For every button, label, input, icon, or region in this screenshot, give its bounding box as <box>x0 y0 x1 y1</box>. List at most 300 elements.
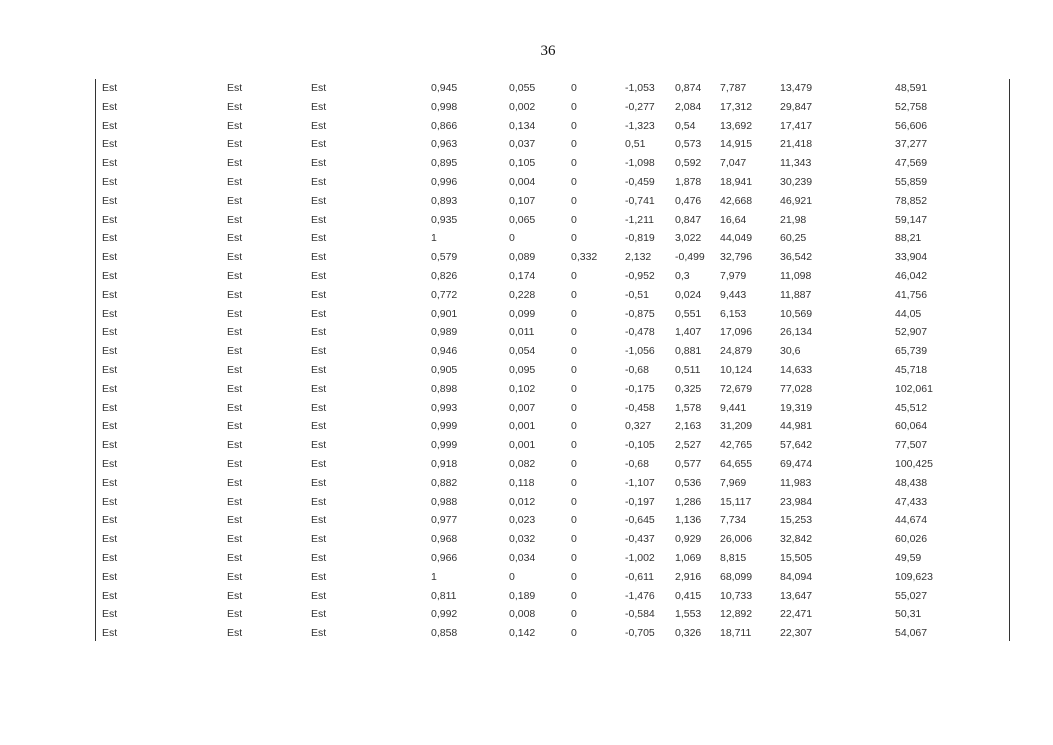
table-cell: Est <box>311 270 327 282</box>
table-cell: Est <box>227 439 243 452</box>
table-cell: -0,459 <box>625 176 655 188</box>
table-cell: 2,084 <box>675 100 702 113</box>
table-cell: Est <box>102 213 118 226</box>
table-cell: 31,209 <box>720 420 753 433</box>
table-cell: 0,898 <box>431 382 458 395</box>
table-cell: 49,59 <box>895 552 922 564</box>
table-cell: Est <box>227 157 243 170</box>
table-cell: Est <box>227 176 243 188</box>
table-cell: 77,507 <box>895 439 928 452</box>
table-cell: 0 <box>571 232 577 245</box>
table-cell: 0,102 <box>509 382 536 395</box>
table-cell: Est <box>311 307 327 320</box>
table-cell: -0,478 <box>625 326 655 339</box>
table-cell: 52,758 <box>895 100 928 113</box>
table-cell: 17,096 <box>720 326 753 339</box>
table-cell: Est <box>311 514 327 527</box>
table-cell: 0 <box>509 570 515 583</box>
table-cell: 0,174 <box>509 270 536 282</box>
table-cell: Est <box>311 176 327 188</box>
table-cell: 7,047 <box>720 157 747 170</box>
table-cell: 0,968 <box>431 533 458 546</box>
page-number: 36 <box>540 43 556 59</box>
table-cell: 0 <box>571 439 577 452</box>
table-cell: 0 <box>571 589 577 602</box>
table-cell: -0,952 <box>625 270 655 282</box>
table-cell: Est <box>102 476 118 489</box>
table-cell: 1,878 <box>675 176 702 188</box>
table-cell: 0,004 <box>509 176 536 188</box>
table-cell: -1,476 <box>625 589 655 602</box>
table-cell: 50,31 <box>895 608 922 621</box>
table-cell: 0,3 <box>675 270 690 282</box>
table-cell: Est <box>102 401 118 414</box>
table-cell: 0,325 <box>675 382 702 395</box>
table-cell: 30,239 <box>780 176 813 188</box>
table-cell: 10,569 <box>780 307 813 320</box>
table-cell: 0,895 <box>431 157 458 170</box>
table-cell: 0,089 <box>509 251 536 264</box>
table-cell: 0,415 <box>675 589 702 602</box>
table-row <box>96 248 1009 267</box>
table-cell: 0,918 <box>431 458 458 470</box>
table-cell: 21,418 <box>780 138 813 151</box>
table-cell: 0,866 <box>431 119 458 132</box>
table-cell: Est <box>102 514 118 527</box>
table-cell: 0 <box>571 213 577 226</box>
table-cell: 0 <box>571 533 577 546</box>
table-cell: 0 <box>571 345 577 358</box>
table-row <box>96 380 1009 399</box>
table-cell: 1,578 <box>675 401 702 414</box>
table-row <box>96 286 1009 305</box>
table-cell: 57,642 <box>780 439 813 452</box>
table-cell: Est <box>102 138 118 151</box>
table-cell: Est <box>311 326 327 339</box>
table-cell: 1 <box>431 232 437 245</box>
table-cell: 23,984 <box>780 495 813 508</box>
table-cell: 0 <box>571 176 577 188</box>
table-cell: 1,553 <box>675 608 702 621</box>
table-row <box>96 605 1009 624</box>
table-row <box>96 493 1009 512</box>
table-cell: -0,175 <box>625 382 655 395</box>
table-cell: 11,983 <box>780 476 812 489</box>
table-cell: 59,147 <box>895 213 928 226</box>
table-cell: 0,901 <box>431 307 458 320</box>
table-cell: 29,847 <box>780 100 813 113</box>
table-cell: Est <box>102 627 118 640</box>
table-cell: Est <box>227 288 243 301</box>
table-cell: Est <box>102 458 118 470</box>
table-cell: 18,711 <box>720 627 752 640</box>
table-cell: Est <box>311 345 327 358</box>
table-cell: 0,002 <box>509 100 536 113</box>
table-cell: Est <box>227 589 243 602</box>
table-cell: 0,882 <box>431 476 458 489</box>
table-row <box>96 173 1009 192</box>
table-cell: 6,153 <box>720 307 747 320</box>
table-cell: 0,929 <box>675 533 702 546</box>
table-cell: Est <box>227 364 243 376</box>
table-cell: Est <box>227 420 243 433</box>
table-cell: 0,536 <box>675 476 702 489</box>
table-cell: 32,842 <box>780 533 813 546</box>
table-cell: 0,001 <box>509 420 536 433</box>
table-cell: 0,826 <box>431 270 458 282</box>
table-cell: 0,476 <box>675 194 702 207</box>
table-cell: 52,907 <box>895 326 928 339</box>
table-row <box>96 267 1009 286</box>
table-cell: 0,007 <box>509 401 536 414</box>
table-cell: 0,988 <box>431 495 458 508</box>
table-cell: 45,512 <box>895 401 928 414</box>
table-cell: 69,474 <box>780 458 813 470</box>
table-cell: 100,425 <box>895 458 933 470</box>
table-cell: 0,51 <box>625 138 646 151</box>
table-cell: Est <box>311 570 327 583</box>
table-cell: 0,511 <box>675 364 701 376</box>
table-cell: 60,25 <box>780 232 807 245</box>
table-cell: 0,332 <box>571 251 598 264</box>
table-cell: -0,611 <box>625 570 654 583</box>
table-cell: Est <box>311 364 327 376</box>
table-cell: 0,095 <box>509 364 536 376</box>
table-cell: 0 <box>571 570 577 583</box>
table-cell: Est <box>311 382 327 395</box>
table-cell: 11,887 <box>780 288 812 301</box>
table-cell: Est <box>311 232 327 245</box>
table-cell: 0,998 <box>431 100 458 113</box>
table-cell: 0,579 <box>431 251 458 264</box>
table-cell: 42,765 <box>720 439 753 452</box>
table-cell: 21,98 <box>780 213 807 226</box>
table-cell: 60,064 <box>895 420 928 433</box>
table-cell: 0,992 <box>431 608 458 621</box>
table-cell: Est <box>102 495 118 508</box>
table-cell: 2,916 <box>675 570 702 583</box>
table-cell: 0 <box>571 82 577 94</box>
table-cell: Est <box>227 232 243 245</box>
table-cell: -0,499 <box>675 251 705 264</box>
table-cell: Est <box>311 552 327 564</box>
table-cell: 84,094 <box>780 570 813 583</box>
table-row <box>96 511 1009 530</box>
table-cell: 42,668 <box>720 194 753 207</box>
table-row <box>96 474 1009 493</box>
table-cell: 0 <box>571 495 577 508</box>
table-cell: Est <box>102 176 118 188</box>
table-cell: 0 <box>571 100 577 113</box>
table-cell: 24,879 <box>720 345 753 358</box>
table-row <box>96 79 1009 98</box>
table-cell: Est <box>227 251 243 264</box>
table-cell: 3,022 <box>675 232 702 245</box>
table-cell: Est <box>102 232 118 245</box>
table-cell: 0,811 <box>431 589 457 602</box>
table-row <box>96 417 1009 436</box>
table-cell: Est <box>227 270 243 282</box>
table-cell: 0,999 <box>431 420 458 433</box>
table-row <box>96 455 1009 474</box>
table-cell: Est <box>227 495 243 508</box>
table-cell: 26,134 <box>780 326 813 339</box>
table-cell: -1,107 <box>625 476 655 489</box>
table-row <box>96 399 1009 418</box>
table-cell: -0,68 <box>625 364 649 376</box>
table-cell: 0,055 <box>509 82 536 94</box>
table-cell: 0,54 <box>675 119 696 132</box>
table-cell: Est <box>311 420 327 433</box>
table-cell: 0 <box>571 401 577 414</box>
table-row <box>96 436 1009 455</box>
table-cell: 1,286 <box>675 495 702 508</box>
table-cell: 0 <box>571 476 577 489</box>
table-cell: 9,443 <box>720 288 747 301</box>
table-cell: 1,136 <box>675 514 702 527</box>
table-cell: Est <box>102 382 118 395</box>
table-cell: Est <box>311 213 327 226</box>
table-cell: 33,904 <box>895 251 928 264</box>
table-cell: 14,915 <box>720 138 753 151</box>
table-cell: Est <box>102 157 118 170</box>
table-cell: 0,023 <box>509 514 536 527</box>
table-cell: 15,117 <box>720 495 752 508</box>
table-cell: 0,107 <box>509 194 536 207</box>
table-row <box>96 135 1009 154</box>
table-cell: 22,471 <box>780 608 813 621</box>
table-cell: -0,705 <box>625 627 655 640</box>
table-cell: Est <box>102 420 118 433</box>
table-cell: Est <box>102 589 118 602</box>
table-cell: 0,977 <box>431 514 458 527</box>
table-cell: 13,692 <box>720 119 753 132</box>
table-cell: 44,049 <box>720 232 753 245</box>
table-cell: 56,606 <box>895 119 928 132</box>
table-cell: 0 <box>571 326 577 339</box>
table-row <box>96 98 1009 117</box>
table-cell: -0,741 <box>625 194 655 207</box>
table-cell: Est <box>311 627 327 640</box>
table-cell: 64,655 <box>720 458 753 470</box>
table-cell: Est <box>102 100 118 113</box>
table-cell: 0 <box>571 420 577 433</box>
table-cell: Est <box>311 458 327 470</box>
table-row <box>96 117 1009 136</box>
table-cell: 46,042 <box>895 270 928 282</box>
table-cell: Est <box>102 345 118 358</box>
table-cell: 17,417 <box>780 119 813 132</box>
table-cell: 0,993 <box>431 401 458 414</box>
table-cell: Est <box>102 270 118 282</box>
table-cell: -1,211 <box>625 213 654 226</box>
table-cell: 0 <box>571 270 577 282</box>
table-cell: 10,733 <box>720 589 753 602</box>
table-cell: 0,573 <box>675 138 702 151</box>
table-cell: 48,591 <box>895 82 928 94</box>
table-cell: Est <box>227 608 243 621</box>
table-cell: Est <box>227 82 243 94</box>
table-cell: 0,996 <box>431 176 458 188</box>
table-cell: 65,739 <box>895 345 928 358</box>
table-cell: Est <box>311 138 327 151</box>
table-cell: 0,963 <box>431 138 458 151</box>
table-cell: -1,002 <box>625 552 655 564</box>
table-cell: Est <box>311 533 327 546</box>
table-cell: 0,037 <box>509 138 536 151</box>
table-row <box>96 323 1009 342</box>
table-cell: 18,941 <box>720 176 753 188</box>
table-cell: Est <box>102 307 118 320</box>
table-cell: 0 <box>571 288 577 301</box>
table-row <box>96 587 1009 606</box>
table-cell: Est <box>227 382 243 395</box>
table-cell: 44,674 <box>895 514 928 527</box>
table-cell: 0 <box>571 157 577 170</box>
table-cell: 0,893 <box>431 194 458 207</box>
table-cell: Est <box>227 401 243 414</box>
table-cell: -0,875 <box>625 307 655 320</box>
table-cell: Est <box>102 119 118 132</box>
table-cell: -0,819 <box>625 232 655 245</box>
table-cell: 2,163 <box>675 420 702 433</box>
table-cell: Est <box>102 82 118 94</box>
table-cell: Est <box>227 138 243 151</box>
table-cell: Est <box>227 533 243 546</box>
table-cell: Est <box>102 194 118 207</box>
table-cell: 0,105 <box>509 157 536 170</box>
table-cell: -0,645 <box>625 514 655 527</box>
table-cell: 0,012 <box>509 495 536 508</box>
table-row <box>96 568 1009 587</box>
table-cell: 17,312 <box>720 100 753 113</box>
table-cell: 1 <box>431 570 437 583</box>
table-cell: Est <box>227 213 243 226</box>
table-cell: 0,881 <box>675 345 702 358</box>
table-cell: Est <box>311 495 327 508</box>
table-cell: 15,253 <box>780 514 813 527</box>
table-cell: Est <box>227 194 243 207</box>
table-cell: 32,796 <box>720 251 753 264</box>
table-cell: Est <box>311 608 327 621</box>
table-cell: Est <box>227 514 243 527</box>
table-cell: 0,024 <box>675 288 702 301</box>
table-cell: Est <box>311 119 327 132</box>
table-cell: 0 <box>571 364 577 376</box>
table-cell: 0,134 <box>509 119 536 132</box>
table-cell: 11,098 <box>780 270 812 282</box>
table-cell: 0,999 <box>431 439 458 452</box>
table-cell: Est <box>227 570 243 583</box>
table-cell: 47,433 <box>895 495 928 508</box>
table-cell: 10,124 <box>720 364 753 376</box>
table-cell: 0 <box>571 119 577 132</box>
table-cell: 0 <box>571 627 577 640</box>
table-cell: 77,028 <box>780 382 813 395</box>
table-cell: 0,772 <box>431 288 458 301</box>
table-cell: 47,569 <box>895 157 928 170</box>
table-cell: 19,319 <box>780 401 813 414</box>
table-cell: Est <box>311 194 327 207</box>
table-cell: 44,981 <box>780 420 813 433</box>
table-row <box>96 361 1009 380</box>
table-cell: 0,032 <box>509 533 536 546</box>
table-cell: Est <box>102 533 118 546</box>
table-cell: 0,327 <box>625 420 652 433</box>
table-cell: 7,979 <box>720 270 747 282</box>
table-cell: 11,343 <box>780 157 812 170</box>
table-cell: Est <box>311 589 327 602</box>
table-cell: 0 <box>571 194 577 207</box>
table-cell: -0,51 <box>625 288 649 301</box>
table-cell: 7,787 <box>720 82 747 94</box>
data-table <box>95 79 1010 641</box>
table-cell: 0 <box>571 138 577 151</box>
table-cell: -0,105 <box>625 439 655 452</box>
table-cell: 0,551 <box>675 307 702 320</box>
table-cell: 41,756 <box>895 288 928 301</box>
table-cell: 12,892 <box>720 608 753 621</box>
table-cell: 16,64 <box>720 213 747 226</box>
table-cell: -0,584 <box>625 608 655 621</box>
table-cell: 1,069 <box>675 552 702 564</box>
table-cell: 0 <box>571 458 577 470</box>
table-cell: 0,946 <box>431 345 458 358</box>
table-cell: 0,011 <box>509 326 535 339</box>
table-cell: 0,099 <box>509 307 536 320</box>
table-cell: -1,098 <box>625 157 655 170</box>
table-cell: Est <box>102 288 118 301</box>
table-cell: Est <box>227 307 243 320</box>
table-cell: 0,577 <box>675 458 702 470</box>
table-cell: Est <box>227 345 243 358</box>
table-cell: -0,197 <box>625 495 655 508</box>
table-cell: 0,189 <box>509 589 536 602</box>
table-cell: Est <box>227 552 243 564</box>
table-cell: 0,326 <box>675 627 702 640</box>
table-cell: 0,001 <box>509 439 536 452</box>
table-cell: Est <box>102 552 118 564</box>
table-cell: Est <box>102 364 118 376</box>
table-cell: 2,132 <box>625 251 652 264</box>
table-cell: 22,307 <box>780 627 813 640</box>
table-cell: Est <box>102 439 118 452</box>
table-row <box>96 154 1009 173</box>
table-cell: 0,966 <box>431 552 458 564</box>
table-cell: 0,082 <box>509 458 536 470</box>
table-cell: Est <box>102 251 118 264</box>
table-cell: 0,118 <box>509 476 535 489</box>
table-cell: -0,277 <box>625 100 655 113</box>
table-cell: 72,679 <box>720 382 753 395</box>
table-cell: 60,026 <box>895 533 928 546</box>
table-cell: 0 <box>509 232 515 245</box>
table-cell: 0,034 <box>509 552 536 564</box>
table-cell: Est <box>311 476 327 489</box>
table-cell: Est <box>102 570 118 583</box>
table-cell: 0,935 <box>431 213 458 226</box>
table-cell: 0,905 <box>431 364 458 376</box>
table-cell: 8,815 <box>720 552 747 564</box>
table-row <box>96 211 1009 230</box>
table-cell: 9,441 <box>720 401 747 414</box>
table-cell: Est <box>227 326 243 339</box>
table-cell: Est <box>102 608 118 621</box>
table-cell: 7,734 <box>720 514 747 527</box>
table-cell: 46,921 <box>780 194 813 207</box>
table-cell: 0,847 <box>675 213 702 226</box>
table-cell: Est <box>227 458 243 470</box>
